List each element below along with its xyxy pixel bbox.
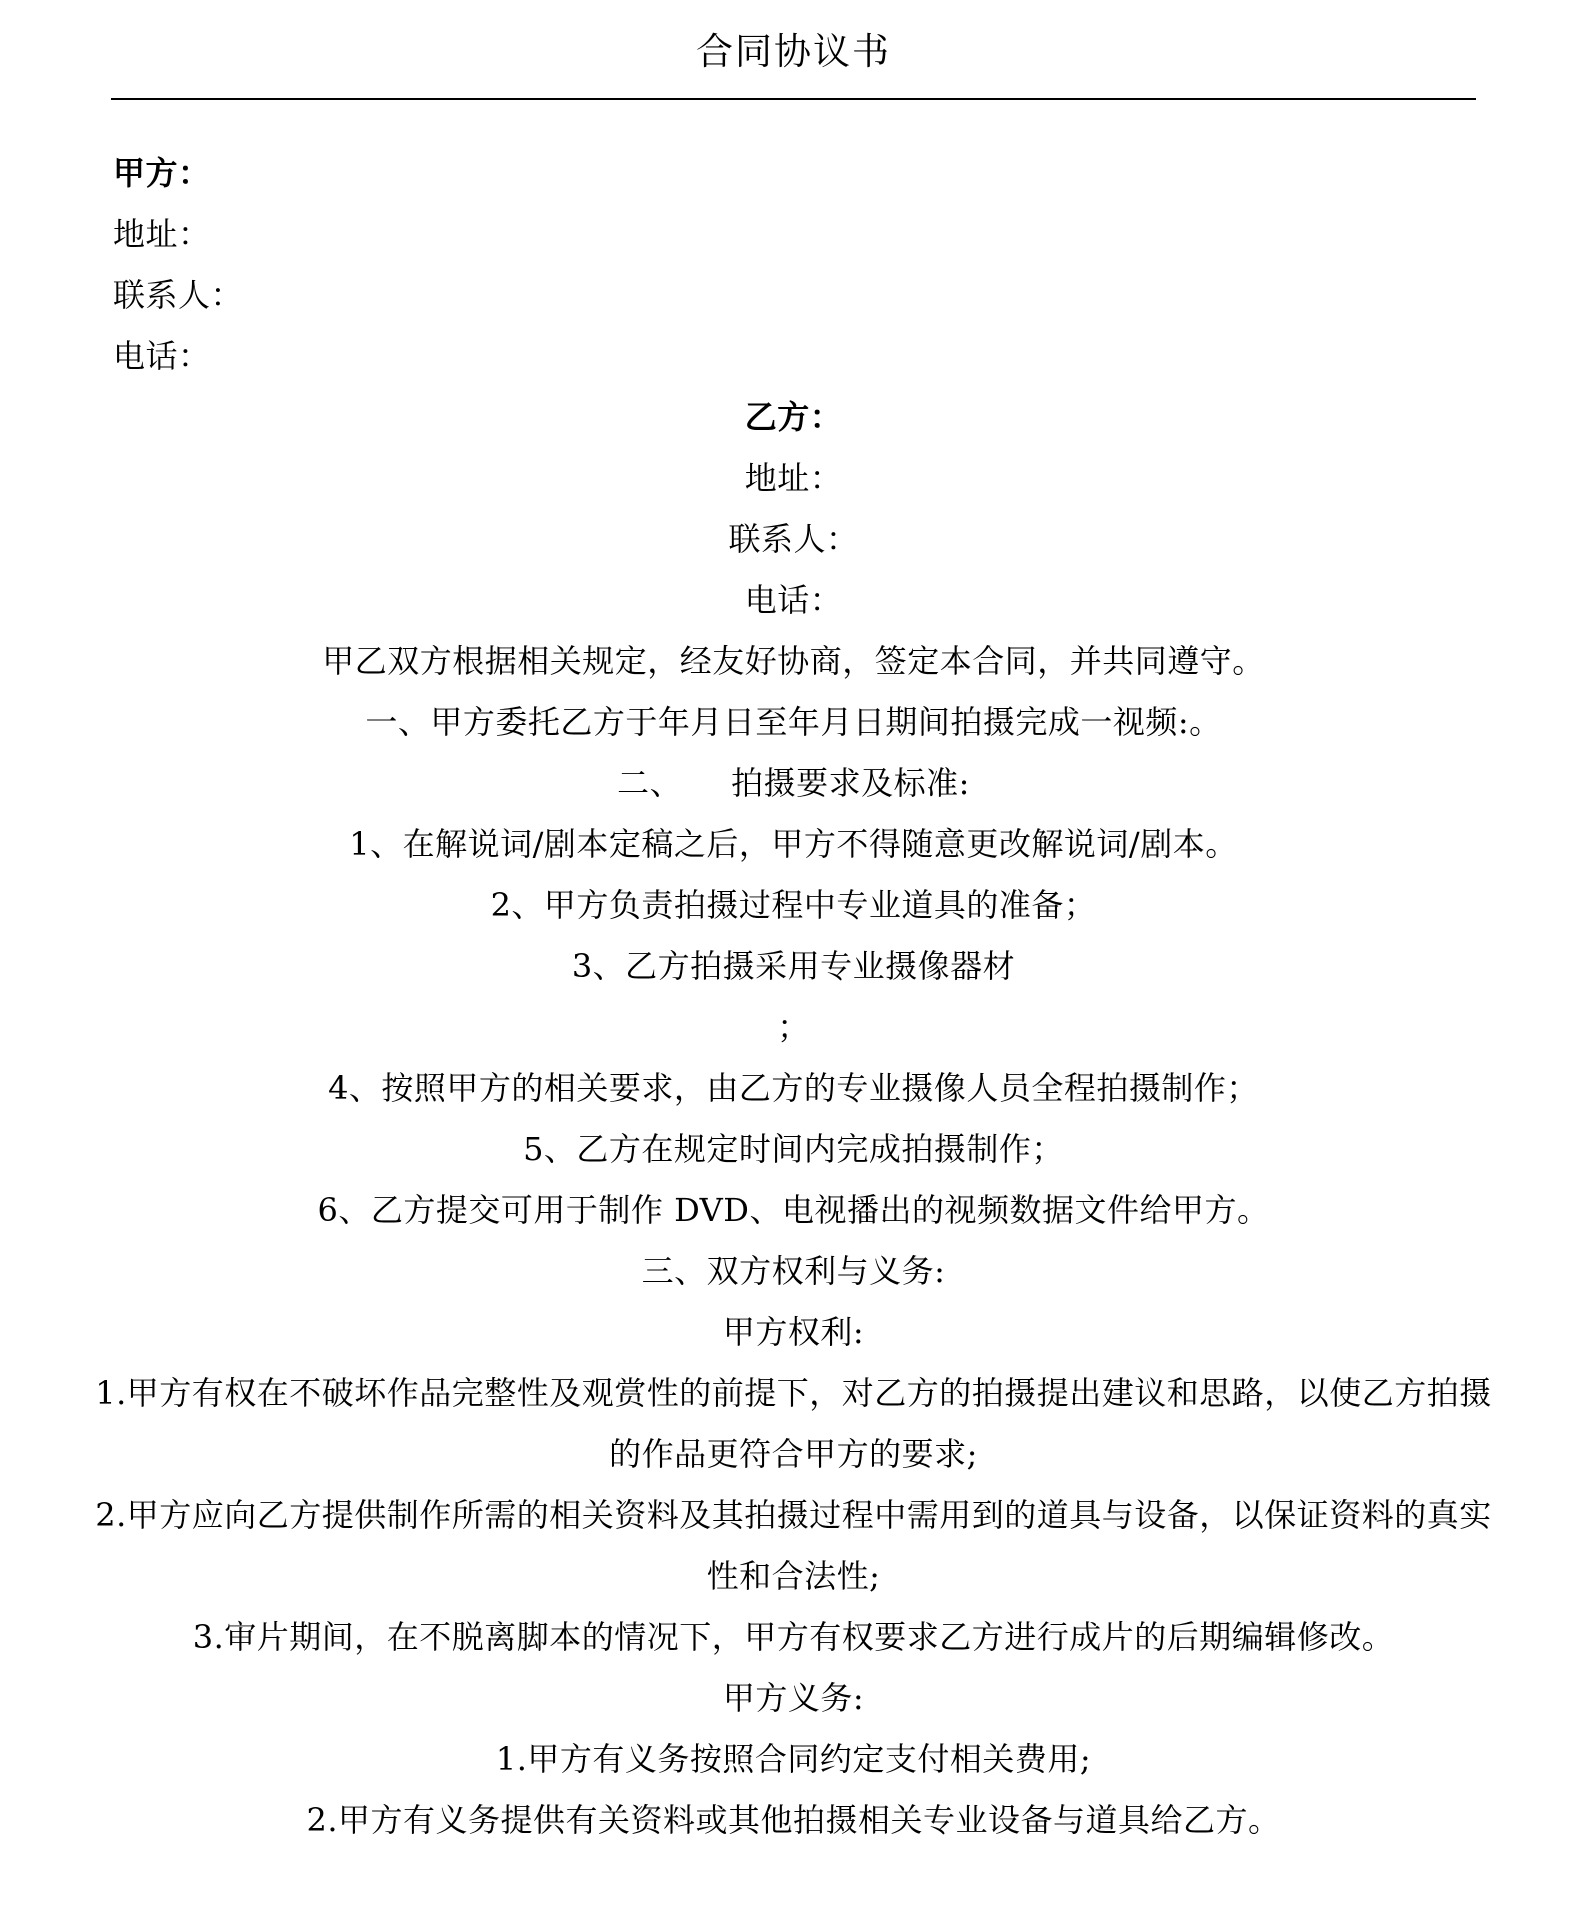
party-a-rights-heading: 甲方权利: — [722, 1313, 865, 1351]
section-2-item-4: 4、按照甲方的相关要求，由乙方的专业摄像人员全程拍摄制作； — [328, 1069, 1259, 1107]
party-b-address-label: 地址： — [744, 459, 843, 497]
party-b-label: 乙方： — [744, 398, 843, 436]
party-a-rights-line-5: 3.审片期间，在不脱离脚本的情况下，甲方有权要求乙方进行成片的后期编辑修改。 — [192, 1618, 1395, 1656]
party-a-rights-line-2: 的作品更符合甲方的要求; — [609, 1435, 978, 1473]
intro-clause: 甲乙双方根据相关规定，经友好协商，签定本合同，并共同遵守。 — [322, 642, 1265, 680]
page-title: 合同协议书 — [696, 30, 891, 73]
party-a-phone-label: 电话： — [113, 337, 211, 375]
section-2-item-2: 2、甲方负责拍摄过程中专业道具的准备； — [490, 886, 1097, 924]
section-2-item-1: 1、在解说词/剧本定稿之后，甲方不得随意更改解说词/剧本。 — [349, 825, 1238, 863]
party-a-duties-heading: 甲方义务: — [722, 1679, 865, 1717]
party-b-contact-label: 联系人： — [728, 520, 859, 558]
section-2-item-3: 3、乙方拍摄采用专业摄像器材 — [571, 947, 1016, 985]
section-2-item-5: 5、乙方在规定时间内完成拍摄制作； — [523, 1130, 1064, 1168]
section-3-heading: 三、双方权利与义务: — [641, 1252, 946, 1290]
party-a-rights-line-3: 2.甲方应向乙方提供制作所需的相关资料及其拍摄过程中需用到的道具与设备，以保证资料的真实 — [95, 1496, 1492, 1534]
document-body — [0, 143, 1587, 1851]
party-a-address-label: 地址： — [113, 215, 211, 253]
party-a-duties-line-2: 2.甲方有义务提供有关资料或其他拍摄相关专业设备与道具给乙方。 — [306, 1801, 1281, 1839]
section-2-item-6: 6、乙方提交可用于制作 DVD、电视播出的视频数据文件给甲方。 — [317, 1191, 1270, 1229]
party-a-label: 甲方： — [113, 154, 211, 192]
party-a-contact-label: 联系人： — [113, 276, 244, 314]
title-divider-line — [111, 98, 1476, 100]
party-a-rights-line-4: 性和合法性; — [706, 1557, 881, 1595]
section-1-clause: 一、甲方委托乙方于年月日至年月日期间拍摄完成一视频:。 — [365, 703, 1222, 741]
section-2-item-3-tail: ； — [777, 1008, 810, 1046]
party-a-duties-line-1: 1.甲方有义务按照合同约定支付相关费用; — [495, 1740, 1092, 1778]
section-2-heading: 二、 拍摄要求及标准: — [617, 764, 970, 802]
party-b-phone-label: 电话： — [744, 581, 843, 619]
party-a-rights-line-1: 1.甲方有权在不破坏作品完整性及观赏性的前提下，对乙方的拍摄提出建议和思路，以使乙方拍摄 — [95, 1374, 1492, 1412]
